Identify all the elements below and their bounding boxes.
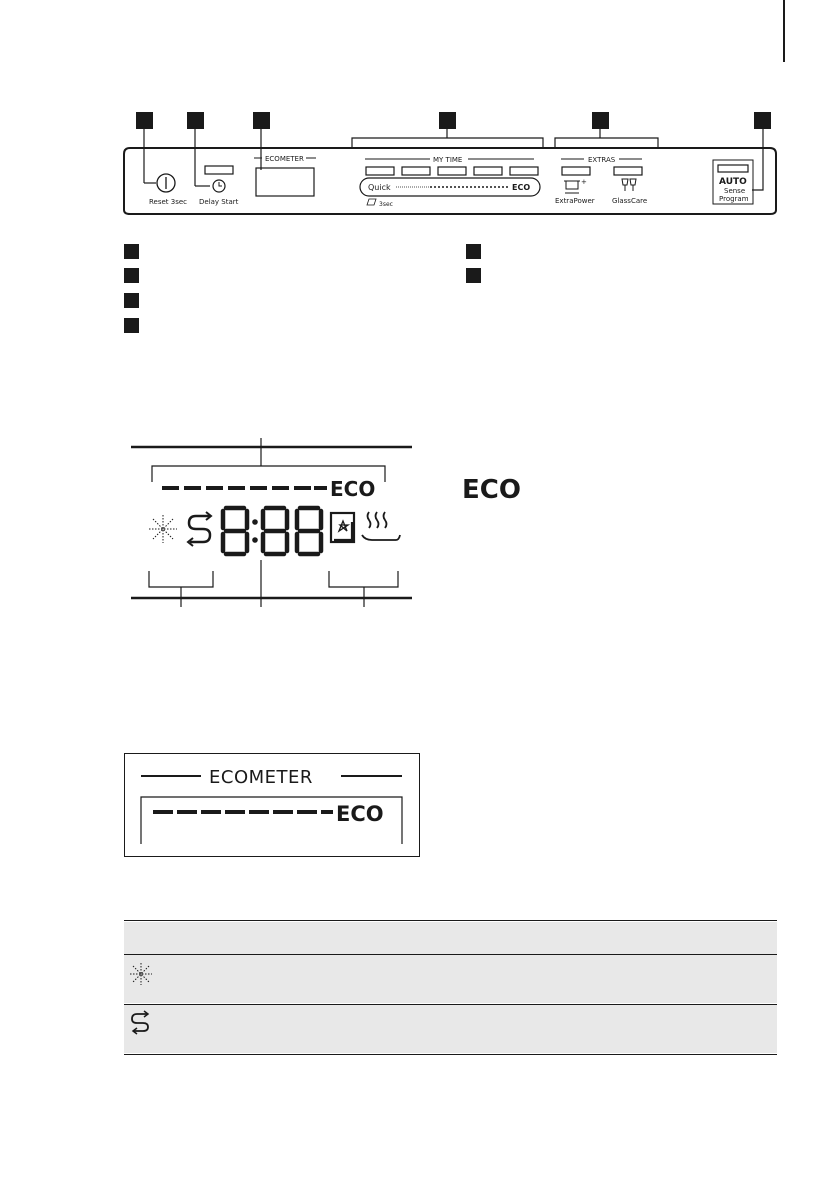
table-header-row: [124, 922, 777, 954]
rinse-aid-icon: [128, 1009, 154, 1035]
auto-label: AUTO: [719, 177, 747, 187]
digit-display: [223, 508, 321, 554]
table-row: [124, 1005, 777, 1053]
ecometer-panel-label: ECOMETER: [265, 155, 304, 163]
table-row: [124, 955, 777, 1003]
eco-symbol: ECO: [462, 475, 521, 505]
salt-sparkle-icon: [149, 515, 177, 543]
ecometer-box-eco: ECO: [336, 802, 384, 826]
display-eco-label: ECO: [330, 477, 376, 501]
extras-label: EXTRAS: [588, 156, 616, 164]
glasscare-label: GlassCare: [612, 197, 648, 205]
ecometer-title: ECOMETER: [209, 767, 313, 788]
my-time-eco-label: ECO: [512, 183, 531, 192]
auto-open-icon: [331, 513, 354, 542]
delay-start-label: Delay Start: [199, 198, 239, 206]
sense-label: Sense: [724, 187, 746, 195]
ecometer-box-dashes: [153, 810, 333, 814]
svg-text:+: +: [581, 178, 587, 186]
quick-label: Quick: [368, 183, 391, 192]
ecometer-dashes: [162, 486, 327, 490]
key-3sec-label: 3sec: [379, 201, 393, 208]
extrapower-label: ExtraPower: [555, 197, 595, 205]
drying-icon: [362, 512, 400, 540]
program-label: Program: [719, 195, 749, 203]
reset-label: Reset 3sec: [149, 198, 188, 206]
mytime-label: MY TIME: [433, 156, 463, 164]
ecometer-box: [124, 753, 420, 857]
salt-sparkle-icon: [128, 961, 154, 987]
